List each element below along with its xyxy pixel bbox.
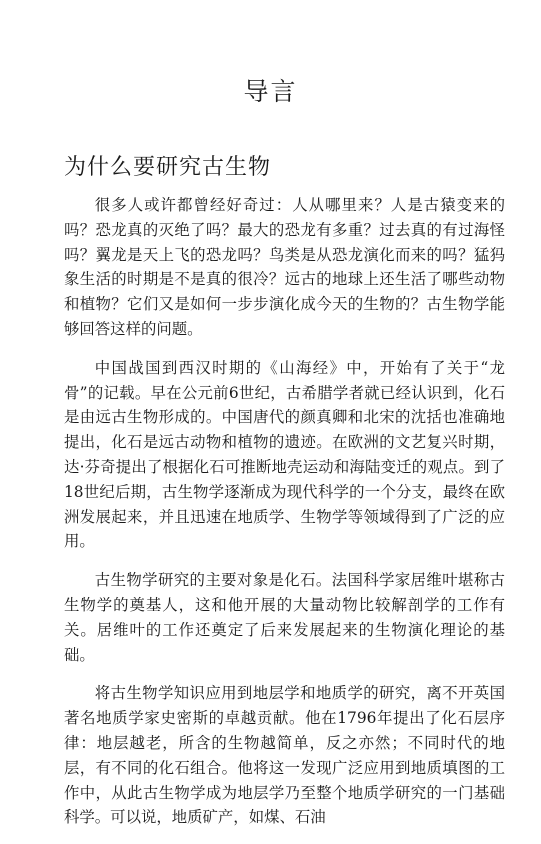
paragraph: 中国战国到西汉时期的《山海经》中，开始有了关于“龙骨”的记载。早在公元前6世纪，古希腊学者就已经认识到，化石是由远古生物形成的。中国唐代的颜真卿和北宋的沈括也准确地提出，化石是远古动物和植物的遗迹。在欧洲的文艺复兴时期，达·芬奇提出了根据化石可推断地壳运动和海陆变迁的观点。到了18世纪后期，古生物学逐渐成为现代科学的一个分支，最终在欧洲发展起来，并且迅速在地质学、生物学等领域得到了广泛的应用。: [64, 358, 505, 551]
body-text: [64, 193, 505, 844]
chapter-title: 导言: [243, 77, 298, 106]
paragraph: 古生物学研究的主要对象是化石。法国科学家居维叶堪称古生物学的奠基人，这和他开展的大量动物比较解剖学的工作有关。居维叶的工作还奠定了后来发展起来的生物演化理论的基础。: [64, 571, 505, 664]
paragraph: 将古生物学知识应用到地层学和地质学的研究，离不开英国著名地质学家史密斯的卓越贡献。他在1796年提出了化石层序律：地层越老，所含的生物越简单，反之亦然；不同时代的地层，有不同的化石组合。他将这一发现广泛应用到地质填图的工作中，从此古生物学成为地层学乃至整个地质学研究的一门基础科学。可以说，地质矿产，如煤、石油: [64, 684, 505, 827]
paragraph: 很多人或许都曾经好奇过：人从哪里来？人是古猿变来的吗？恐龙真的灭绝了吗？最大的恐龙有多重？过去真的有过海怪吗？翼龙是天上飞的恐龙吗？鸟类是从恐龙演化而来的吗？猛犸象生活的时期是不是真的很冷？远古的地球上还生活了哪些动物和植物？它们又是如何一步步演化成今天的生物的？古生物学能够回答这样的问题。: [64, 196, 505, 338]
section-title: 为什么要研究古生物: [64, 155, 272, 180]
